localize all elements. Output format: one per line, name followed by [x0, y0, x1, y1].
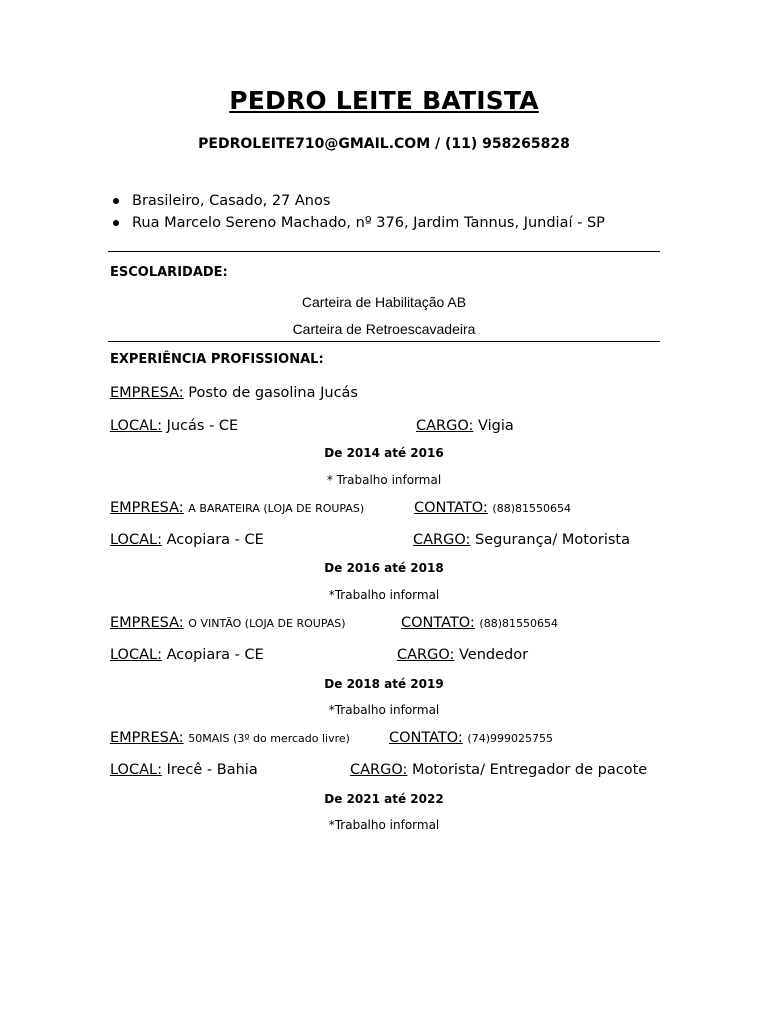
company-name: O VINTÃO (LOJA DE ROUPAS): [188, 617, 346, 630]
local-label: LOCAL:: [110, 762, 162, 778]
location: Acopiara - CE: [166, 647, 264, 663]
divider: [108, 341, 660, 342]
empresa-label: EMPRESA:: [110, 730, 184, 746]
education-heading: ESCOLARIDADE:: [110, 265, 228, 280]
job-location-row: [110, 418, 238, 434]
contact-phone: (88)81550654: [479, 617, 558, 630]
experience-heading: EXPERIÊNCIA PROFISSIONAL:: [110, 352, 324, 367]
contact-line: PEDROLEITE710@GMAIL.COM / (11) 958265828: [198, 136, 570, 152]
job-contact: [414, 500, 571, 516]
job-company-row: [110, 730, 350, 746]
empresa-label: EMPRESA:: [110, 615, 184, 631]
role: Vigia: [478, 418, 514, 434]
role: Segurança/ Motorista: [475, 532, 630, 548]
list-item: Rua Marcelo Sereno Machado, nº 376, Jardim Tannus, Jundiaí - SP: [132, 212, 605, 234]
contato-label: CONTATO:: [401, 615, 475, 631]
job-note: *Trabalho informal: [328, 588, 440, 602]
job-role: [350, 762, 647, 778]
location: Irecê - Bahia: [166, 762, 258, 778]
job-company-row: [110, 500, 364, 516]
education-item: Carteira de Habilitação AB: [301, 294, 467, 310]
job-note: *Trabalho informal: [328, 818, 440, 832]
contato-label: CONTATO:: [414, 500, 488, 516]
job-period: De 2018 até 2019: [324, 677, 444, 691]
job-location-row: [110, 532, 264, 548]
empresa-label: EMPRESA:: [110, 385, 184, 401]
job-role: [416, 418, 514, 434]
location: Acopiara - CE: [166, 532, 264, 548]
empresa-label: EMPRESA:: [110, 500, 184, 516]
location: Jucás - CE: [166, 418, 239, 434]
job-location-row: [110, 647, 264, 663]
job-period: De 2021 até 2022: [324, 792, 444, 806]
job-contact: [389, 730, 553, 746]
cargo-label: CARGO:: [350, 762, 408, 778]
personal-info-list: [132, 190, 605, 234]
role: Vendedor: [459, 647, 529, 663]
contact-phone: (74)999025755: [467, 732, 553, 745]
company-name: 50MAIS (3º do mercado livre): [188, 732, 350, 745]
company-name: A BARATEIRA (LOJA DE ROUPAS): [188, 502, 365, 515]
role: Motorista/ Entregador de pacote: [412, 762, 648, 778]
cargo-label: CARGO:: [413, 532, 471, 548]
candidate-name: PEDRO LEITE BATISTA: [229, 86, 539, 115]
job-company-row: [110, 615, 346, 631]
local-label: LOCAL:: [110, 532, 162, 548]
local-label: LOCAL:: [110, 418, 162, 434]
job-period: De 2014 até 2016: [324, 446, 444, 460]
job-contact: [401, 615, 558, 631]
contact-phone: (88)81550654: [492, 502, 571, 515]
divider: [108, 251, 660, 252]
cargo-label: CARGO:: [397, 647, 455, 663]
cargo-label: CARGO:: [416, 418, 474, 434]
local-label: LOCAL:: [110, 647, 162, 663]
job-note: *Trabalho informal: [328, 703, 440, 717]
job-company-row: [110, 385, 358, 401]
job-note: * Trabalho informal: [326, 473, 442, 487]
job-period: De 2016 até 2018: [324, 561, 444, 575]
job-location-row: [110, 762, 258, 778]
company-name: Posto de gasolina Jucás: [188, 385, 358, 401]
job-role: [413, 532, 630, 548]
list-item: Brasileiro, Casado, 27 Anos: [132, 190, 605, 212]
education-item: Carteira de Retroescavadeira: [292, 321, 476, 337]
job-role: [397, 647, 528, 663]
contato-label: CONTATO:: [389, 730, 463, 746]
